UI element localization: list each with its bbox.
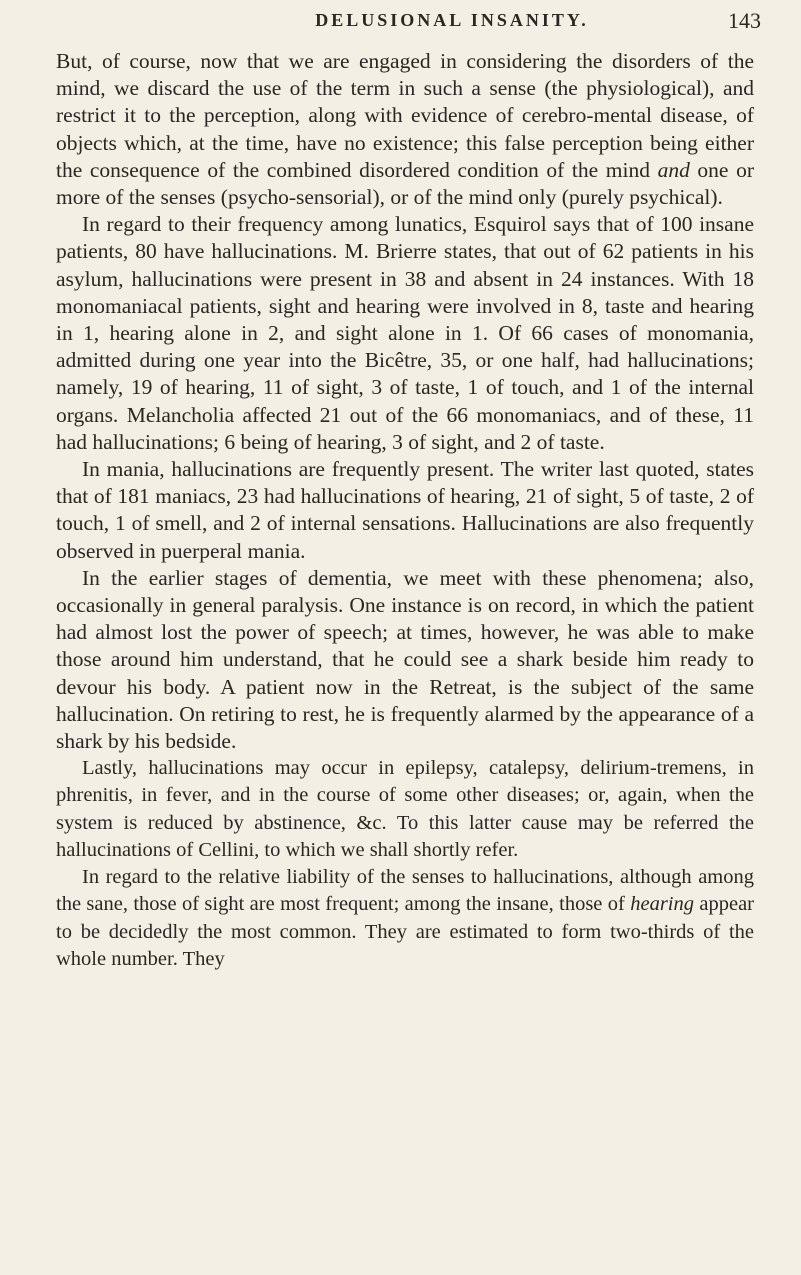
text-run: In regard to the relative liability of the senses to hallucinations, although among the sane, those of sight are most frequent; among the insane, those of xyxy=(56,866,754,916)
paragraph xyxy=(56,48,754,211)
paragraph xyxy=(56,755,754,864)
paragraph xyxy=(56,864,754,973)
paragraph xyxy=(56,211,754,456)
text-run: one or more of the senses (psycho-sensorial), or of the mind only (purely psychical). xyxy=(56,157,754,210)
text-run: In regard to their frequency among lunatics, Esquirol says that of 100 insane patients, 80 have hallucinations. M. Brierre states, that out of 62 patients in his asylum, hallucinations were present in 38 and absent in 24 instances. With 18 monomaniacal patients, sight and hearing were involved in 8, taste and hearing in 1, hearing alone in 2, and sight alone in 1. Of 66 cases of monomania, admitted during one year into the Bicêtre, 35, or one half, had hallucinations; namely, 19 of hearing, 11 of sight, 3 of taste, 1 of touch, and 1 of the internal organs. Melancholia affected 21 out of the 66 monomaniacs, and of these, 11 had hallucinations; 6 being of hearing, 3 of sight, and 2 of taste. xyxy=(56,212,754,454)
text-run: In mania, hallucinations are frequently present. The writer last quoted, states that of 181 maniacs, 23 had hallucinations of hearing, 21 of sight, 5 of taste, 2 of touch, 1 of smell, and 2 of internal sensations. Hallucinations are also frequently observed in puerperal mania. xyxy=(56,457,754,563)
paragraph xyxy=(56,565,754,755)
body-text xyxy=(56,48,754,973)
text-run: appear to be decidedly the most common. They are estimated to form two-thirds of the whole number. They xyxy=(56,893,754,970)
running-head: DELUSIONAL INSANITY. xyxy=(315,10,589,30)
text-run: But, of course, now that we are engaged in considering the disorders of the mind, we discard the use of the term in such a sense (the physiological), and restrict it to the perception, along with evidence of cerebro-mental disease, of objects which, at the time, have no existence; this false perception being either the consequence of the combined disordered condition of the mind xyxy=(56,49,754,182)
paragraph xyxy=(56,456,754,565)
text-run: Lastly, hallucinations may occur in epilepsy, catalepsy, delirium-tremens, in phrenitis, in fever, and in the course of some other diseases; or, again, when the system is reduced by abstinence, &c. To this latter cause may be referred the hallucinations of Cellini, to which we shall shortly refer. xyxy=(56,757,754,861)
italic-text: and xyxy=(657,157,690,182)
italic-text: hearing xyxy=(630,893,694,916)
page-number: 143 xyxy=(728,8,761,33)
text-run: In the earlier stages of dementia, we meet with these phenomena; also, occasionally in general paralysis. One instance is on record, in which the patient had almost lost the power of speech; at times, however, he was able to make those around him understand, that he could see a shark beside him ready to devour his body. A patient now in the Retreat, is the subject of the same hallucination. On retiring to rest, he is frequently alarmed by the appearance of a shark by his bedside. xyxy=(56,565,754,754)
